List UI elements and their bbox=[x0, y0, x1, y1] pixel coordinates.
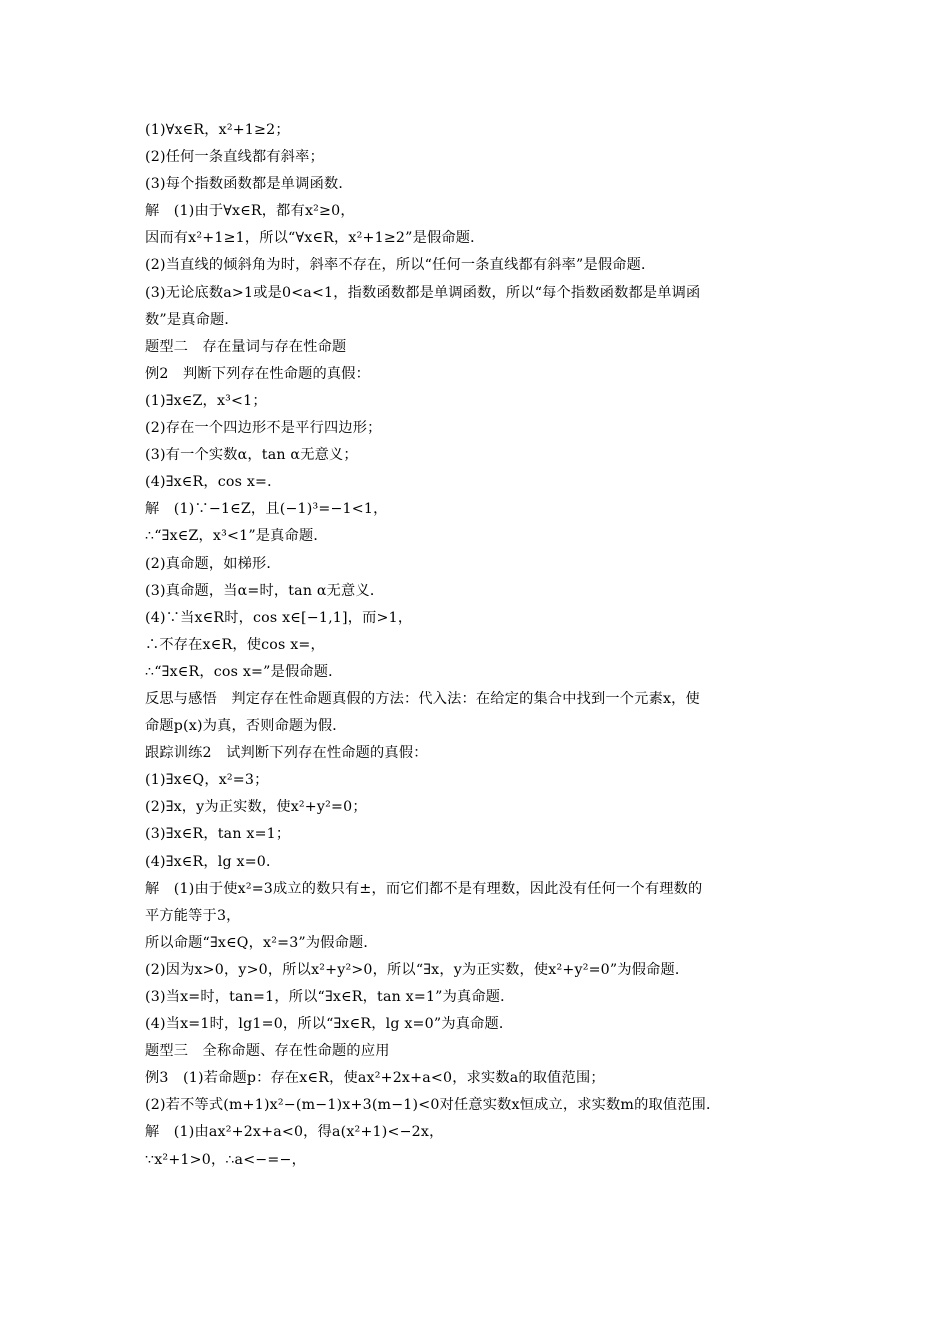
example-title: 例2 判断下列存在性命题的真假： bbox=[145, 365, 371, 382]
text-line: 数”是真命题． bbox=[145, 311, 239, 328]
text-line: (4)∃x∈R，lg x=0． bbox=[145, 853, 281, 870]
text-line: 命题p(x)为真，否则命题为假． bbox=[145, 718, 347, 735]
text-line: (4)当x=1时，lg1=0，所以“∃x∈R，lg x=0”为真命题． bbox=[145, 1016, 514, 1033]
text-line: ∴“∃x∈Z，x³<1”是真命题． bbox=[145, 528, 328, 545]
text-line: 解 (1)由于∀x∈R，都有x²≥0， bbox=[145, 203, 355, 220]
text-line: (4)∃x∈R，cos x=． bbox=[145, 474, 282, 491]
example-title: 例3 (1)若命题p：存在x∈R，使ax²+2x+a<0，求实数a的取值范围； bbox=[145, 1070, 605, 1087]
text-line: (3)∃x∈R，tan x=1； bbox=[145, 826, 291, 843]
exercise-title: 跟踪训练2 试判断下列存在性命题的真假： bbox=[145, 745, 428, 762]
text-line: (2)任何一条直线都有斜率； bbox=[145, 149, 324, 166]
text-line: (2)因为x>0，y>0，所以x²+y²>0，所以“∃x，y为正实数，使x²+y²=0”为假命题． bbox=[145, 961, 690, 978]
text-line: (2)存在一个四边形不是平行四边形； bbox=[145, 420, 382, 437]
text-line: (2)∃x，y为正实数，使x²+y²=0； bbox=[145, 799, 367, 816]
document-body bbox=[145, 117, 815, 1174]
text-line: 解 (1)由ax²+2x+a<0，得a(x²+1)<−2x， bbox=[145, 1124, 444, 1141]
text-line: (3)有一个实数α，tan α无意义； bbox=[145, 447, 358, 464]
text-line: (3)真命题，当α=时，tan α无意义． bbox=[145, 582, 385, 599]
text-line: 因而有x²+1≥1，所以“∀x∈R，x²+1≥2”是假命题． bbox=[145, 230, 485, 247]
text-line: (2)若不等式(m+1)x²−(m−1)x+3(m−1)<0对任意实数x恒成立，求实数m的取值范围． bbox=[145, 1097, 721, 1114]
text-line: (4)∵当x∈R时，cos x∈[−1,1]，而>1， bbox=[145, 609, 413, 626]
section-heading: 题型二 存在量词与存在性命题 bbox=[145, 338, 347, 355]
text-line: (1)∃x∈Q，x²=3； bbox=[145, 772, 269, 789]
text-line: (2)真命题，如梯形． bbox=[145, 555, 281, 572]
text-line: (3)每个指数函数都是单调函数． bbox=[145, 176, 353, 193]
text-line: ∵x²+1>0，∴a<−=−， bbox=[145, 1151, 306, 1168]
text-line: 平方能等于3， bbox=[145, 907, 241, 924]
text-line: (3)无论底数a>1或是0<a<1，指数函数都是单调函数，所以“每个指数函数都是单调函 bbox=[145, 284, 701, 301]
text-line: 反思与感悟 判定存在性命题真假的方法：代入法：在给定的集合中找到一个元素x，使 bbox=[145, 690, 700, 707]
text-line: 解 (1)由于使x²=3成立的数只有±，而它们都不是有理数，因此没有任何一个有理数的 bbox=[145, 880, 703, 897]
text-line: (1)∃x∈Z，x³<1； bbox=[145, 392, 267, 409]
text-line: 解 (1)∵−1∈Z，且(−1)³=−1<1， bbox=[145, 501, 388, 518]
text-line: (3)当x=时，tan=1，所以“∃x∈R，tan x=1”为真命题． bbox=[145, 989, 515, 1005]
text-line: ∴“∃x∈R，cos x=”是假命题． bbox=[145, 663, 343, 680]
section-heading: 题型三 全称命题、存在性命题的应用 bbox=[145, 1043, 390, 1060]
text-line: ∴不存在x∈R，使cos x=， bbox=[145, 636, 325, 653]
text-line: (2)当直线的倾斜角为时，斜率不存在，所以“任何一条直线都有斜率”是假命题． bbox=[145, 257, 656, 274]
text-line: (1)∀x∈R，x²+1≥2； bbox=[145, 122, 290, 138]
text-line: 所以命题“∃x∈Q，x²=3”为假命题． bbox=[145, 934, 378, 951]
